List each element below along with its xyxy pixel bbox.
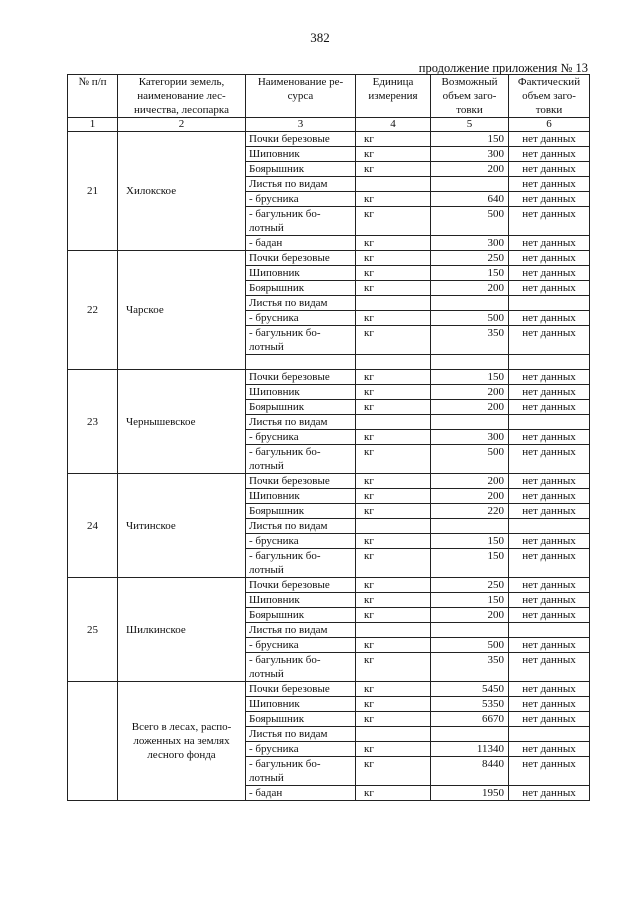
- col-number: 5: [431, 118, 509, 132]
- unit-cell: [356, 727, 431, 742]
- resource-name: - багульник бо-лотный: [246, 653, 356, 682]
- possible-volume: 200: [431, 474, 509, 489]
- resource-name: Почки березовые: [246, 370, 356, 385]
- possible-volume: 6670: [431, 712, 509, 727]
- unit-cell: [356, 177, 431, 192]
- actual-volume: нет данных: [509, 445, 590, 474]
- forestry-number: 22: [68, 251, 118, 370]
- actual-volume: нет данных: [509, 697, 590, 712]
- resource-name: - брусника: [246, 638, 356, 653]
- forestry-name: Всего в лесах, распо-ложенных на землях лесного фонда: [118, 682, 246, 801]
- unit-cell: кг: [356, 192, 431, 207]
- resource-name: - багульник бо-лотный: [246, 207, 356, 236]
- resource-name: Шиповник: [246, 593, 356, 608]
- resource-name: Почки березовые: [246, 682, 356, 697]
- actual-volume: нет данных: [509, 474, 590, 489]
- unit-cell: кг: [356, 712, 431, 727]
- unit-cell: кг: [356, 162, 431, 177]
- column-number-row: [68, 118, 590, 132]
- possible-volume: 5350: [431, 697, 509, 712]
- unit-cell: кг: [356, 593, 431, 608]
- resource-name: Боярышник: [246, 400, 356, 415]
- page-number: 382: [310, 30, 330, 45]
- forestry-name: Хилокское: [118, 132, 246, 251]
- resource-name: Шиповник: [246, 266, 356, 281]
- possible-volume: 5450: [431, 682, 509, 697]
- table-row: [68, 682, 590, 697]
- actual-volume: нет данных: [509, 578, 590, 593]
- unit-cell: кг: [356, 311, 431, 326]
- table-body: [68, 132, 590, 801]
- resource-name: Боярышник: [246, 712, 356, 727]
- possible-volume: 500: [431, 445, 509, 474]
- col-number: 6: [509, 118, 590, 132]
- unit-cell: [356, 415, 431, 430]
- continuation-note: продолжение приложения № 13: [418, 61, 588, 75]
- header-num: № п/п: [68, 75, 118, 118]
- unit-cell: кг: [356, 742, 431, 757]
- possible-volume: 500: [431, 311, 509, 326]
- unit-cell: кг: [356, 653, 431, 682]
- forestry-name: Чернышевское: [118, 370, 246, 474]
- possible-volume: 250: [431, 578, 509, 593]
- resource-name: Листья по видам: [246, 727, 356, 742]
- resource-name: Шиповник: [246, 147, 356, 162]
- actual-volume: нет данных: [509, 786, 590, 801]
- actual-volume: нет данных: [509, 757, 590, 786]
- possible-volume: 300: [431, 147, 509, 162]
- actual-volume: нет данных: [509, 311, 590, 326]
- header-row: [68, 75, 590, 118]
- resource-name: - брусника: [246, 192, 356, 207]
- resource-name: - багульник бо-лотный: [246, 445, 356, 474]
- unit-cell: кг: [356, 385, 431, 400]
- possible-volume: 150: [431, 266, 509, 281]
- header-category: Категории земель, наименование лес-ничества, лесопарка: [118, 75, 246, 118]
- actual-volume: нет данных: [509, 147, 590, 162]
- actual-volume: нет данных: [509, 251, 590, 266]
- table-row: [68, 132, 590, 147]
- header-possible-volume: Возможный объем заго-товки: [431, 75, 509, 118]
- forestry-number: 25: [68, 578, 118, 682]
- actual-volume: нет данных: [509, 266, 590, 281]
- possible-volume: 640: [431, 192, 509, 207]
- possible-volume: 300: [431, 236, 509, 251]
- forestry-number: 23: [68, 370, 118, 474]
- possible-volume: 350: [431, 653, 509, 682]
- actual-volume: нет данных: [509, 742, 590, 757]
- resource-name: Шиповник: [246, 489, 356, 504]
- resource-name: Боярышник: [246, 162, 356, 177]
- resource-name: Почки березовые: [246, 132, 356, 147]
- col-number: 1: [68, 118, 118, 132]
- actual-volume: нет данных: [509, 207, 590, 236]
- resource-name: Листья по видам: [246, 296, 356, 311]
- unit-cell: кг: [356, 400, 431, 415]
- unit-cell: кг: [356, 236, 431, 251]
- header-actual-volume: Фактический объем заго-товки: [509, 75, 590, 118]
- resource-name: Боярышник: [246, 504, 356, 519]
- table-row: [68, 474, 590, 489]
- table-row: [68, 251, 590, 266]
- resource-table: [67, 74, 590, 801]
- actual-volume: нет данных: [509, 132, 590, 147]
- resource-name: Шиповник: [246, 385, 356, 400]
- possible-volume: 8440: [431, 757, 509, 786]
- unit-cell: кг: [356, 638, 431, 653]
- possible-volume: [431, 177, 509, 192]
- unit-cell: кг: [356, 132, 431, 147]
- resource-name: Шиповник: [246, 697, 356, 712]
- unit-cell: кг: [356, 207, 431, 236]
- resource-name: - брусника: [246, 430, 356, 445]
- resource-name: Боярышник: [246, 281, 356, 296]
- forestry-number: 21: [68, 132, 118, 251]
- actual-volume: нет данных: [509, 385, 590, 400]
- actual-volume: [509, 296, 590, 311]
- unit-cell: кг: [356, 251, 431, 266]
- resource-name: - брусника: [246, 311, 356, 326]
- possible-volume: 500: [431, 207, 509, 236]
- possible-volume: 150: [431, 132, 509, 147]
- possible-volume: 1950: [431, 786, 509, 801]
- possible-volume: [431, 415, 509, 430]
- possible-volume: 200: [431, 162, 509, 177]
- actual-volume: нет данных: [509, 400, 590, 415]
- unit-cell: кг: [356, 682, 431, 697]
- table-row: [68, 578, 590, 593]
- resource-name: Боярышник: [246, 608, 356, 623]
- possible-volume: [431, 519, 509, 534]
- actual-volume: нет данных: [509, 370, 590, 385]
- unit-cell: кг: [356, 445, 431, 474]
- actual-volume: [509, 623, 590, 638]
- forestry-name: Чарское: [118, 251, 246, 370]
- resource-name: Почки березовые: [246, 251, 356, 266]
- resource-name: Листья по видам: [246, 519, 356, 534]
- possible-volume: 250: [431, 251, 509, 266]
- possible-volume: 11340: [431, 742, 509, 757]
- actual-volume: нет данных: [509, 177, 590, 192]
- forestry-number: [68, 682, 118, 801]
- actual-volume: [509, 727, 590, 742]
- resource-name: - багульник бо-лотный: [246, 326, 356, 355]
- actual-volume: [509, 415, 590, 430]
- unit-cell: кг: [356, 326, 431, 355]
- possible-volume: [431, 296, 509, 311]
- col-number: 3: [246, 118, 356, 132]
- possible-volume: 200: [431, 489, 509, 504]
- possible-volume: [431, 727, 509, 742]
- resource-name: Почки березовые: [246, 578, 356, 593]
- header-resource: Наименование ре-сурса: [246, 75, 356, 118]
- possible-volume: [431, 623, 509, 638]
- possible-volume: 500: [431, 638, 509, 653]
- resource-name: - багульник бо-лотный: [246, 549, 356, 578]
- unit-cell: [356, 355, 431, 370]
- possible-volume: 200: [431, 385, 509, 400]
- unit-cell: кг: [356, 430, 431, 445]
- possible-volume: 220: [431, 504, 509, 519]
- unit-cell: кг: [356, 786, 431, 801]
- unit-cell: кг: [356, 578, 431, 593]
- actual-volume: нет данных: [509, 326, 590, 355]
- unit-cell: [356, 623, 431, 638]
- forestry-number: 24: [68, 474, 118, 578]
- unit-cell: кг: [356, 474, 431, 489]
- actual-volume: нет данных: [509, 593, 590, 608]
- actual-volume: нет данных: [509, 281, 590, 296]
- possible-volume: 300: [431, 430, 509, 445]
- resource-name: - бадан: [246, 786, 356, 801]
- actual-volume: нет данных: [509, 549, 590, 578]
- unit-cell: кг: [356, 504, 431, 519]
- resource-name: - багульник бо-лотный: [246, 757, 356, 786]
- unit-cell: кг: [356, 147, 431, 162]
- possible-volume: 200: [431, 608, 509, 623]
- resource-name: Листья по видам: [246, 623, 356, 638]
- unit-cell: кг: [356, 549, 431, 578]
- unit-cell: кг: [356, 697, 431, 712]
- actual-volume: нет данных: [509, 712, 590, 727]
- col-number: 2: [118, 118, 246, 132]
- actual-volume: [509, 355, 590, 370]
- possible-volume: [431, 355, 509, 370]
- unit-cell: кг: [356, 534, 431, 549]
- actual-volume: [509, 519, 590, 534]
- resource-name: - брусника: [246, 742, 356, 757]
- actual-volume: нет данных: [509, 682, 590, 697]
- actual-volume: нет данных: [509, 489, 590, 504]
- possible-volume: 150: [431, 534, 509, 549]
- possible-volume: 200: [431, 400, 509, 415]
- actual-volume: нет данных: [509, 534, 590, 549]
- resource-name: Листья по видам: [246, 415, 356, 430]
- forestry-name: Шилкинское: [118, 578, 246, 682]
- unit-cell: кг: [356, 370, 431, 385]
- col-number: 4: [356, 118, 431, 132]
- actual-volume: нет данных: [509, 638, 590, 653]
- possible-volume: 200: [431, 281, 509, 296]
- possible-volume: 150: [431, 593, 509, 608]
- forestry-name: Читинское: [118, 474, 246, 578]
- possible-volume: 150: [431, 370, 509, 385]
- header-unit: Единица измерения: [356, 75, 431, 118]
- actual-volume: нет данных: [509, 430, 590, 445]
- actual-volume: нет данных: [509, 162, 590, 177]
- unit-cell: [356, 296, 431, 311]
- actual-volume: нет данных: [509, 653, 590, 682]
- actual-volume: нет данных: [509, 504, 590, 519]
- resource-name: - брусника: [246, 534, 356, 549]
- actual-volume: нет данных: [509, 236, 590, 251]
- actual-volume: нет данных: [509, 608, 590, 623]
- table-row: [68, 370, 590, 385]
- unit-cell: кг: [356, 266, 431, 281]
- unit-cell: кг: [356, 608, 431, 623]
- unit-cell: кг: [356, 489, 431, 504]
- actual-volume: нет данных: [509, 192, 590, 207]
- resource-name: Листья по видам: [246, 177, 356, 192]
- unit-cell: кг: [356, 757, 431, 786]
- resource-name: [246, 355, 356, 370]
- resource-name: - бадан: [246, 236, 356, 251]
- possible-volume: 350: [431, 326, 509, 355]
- possible-volume: 150: [431, 549, 509, 578]
- unit-cell: [356, 519, 431, 534]
- unit-cell: кг: [356, 281, 431, 296]
- resource-name: Почки березовые: [246, 474, 356, 489]
